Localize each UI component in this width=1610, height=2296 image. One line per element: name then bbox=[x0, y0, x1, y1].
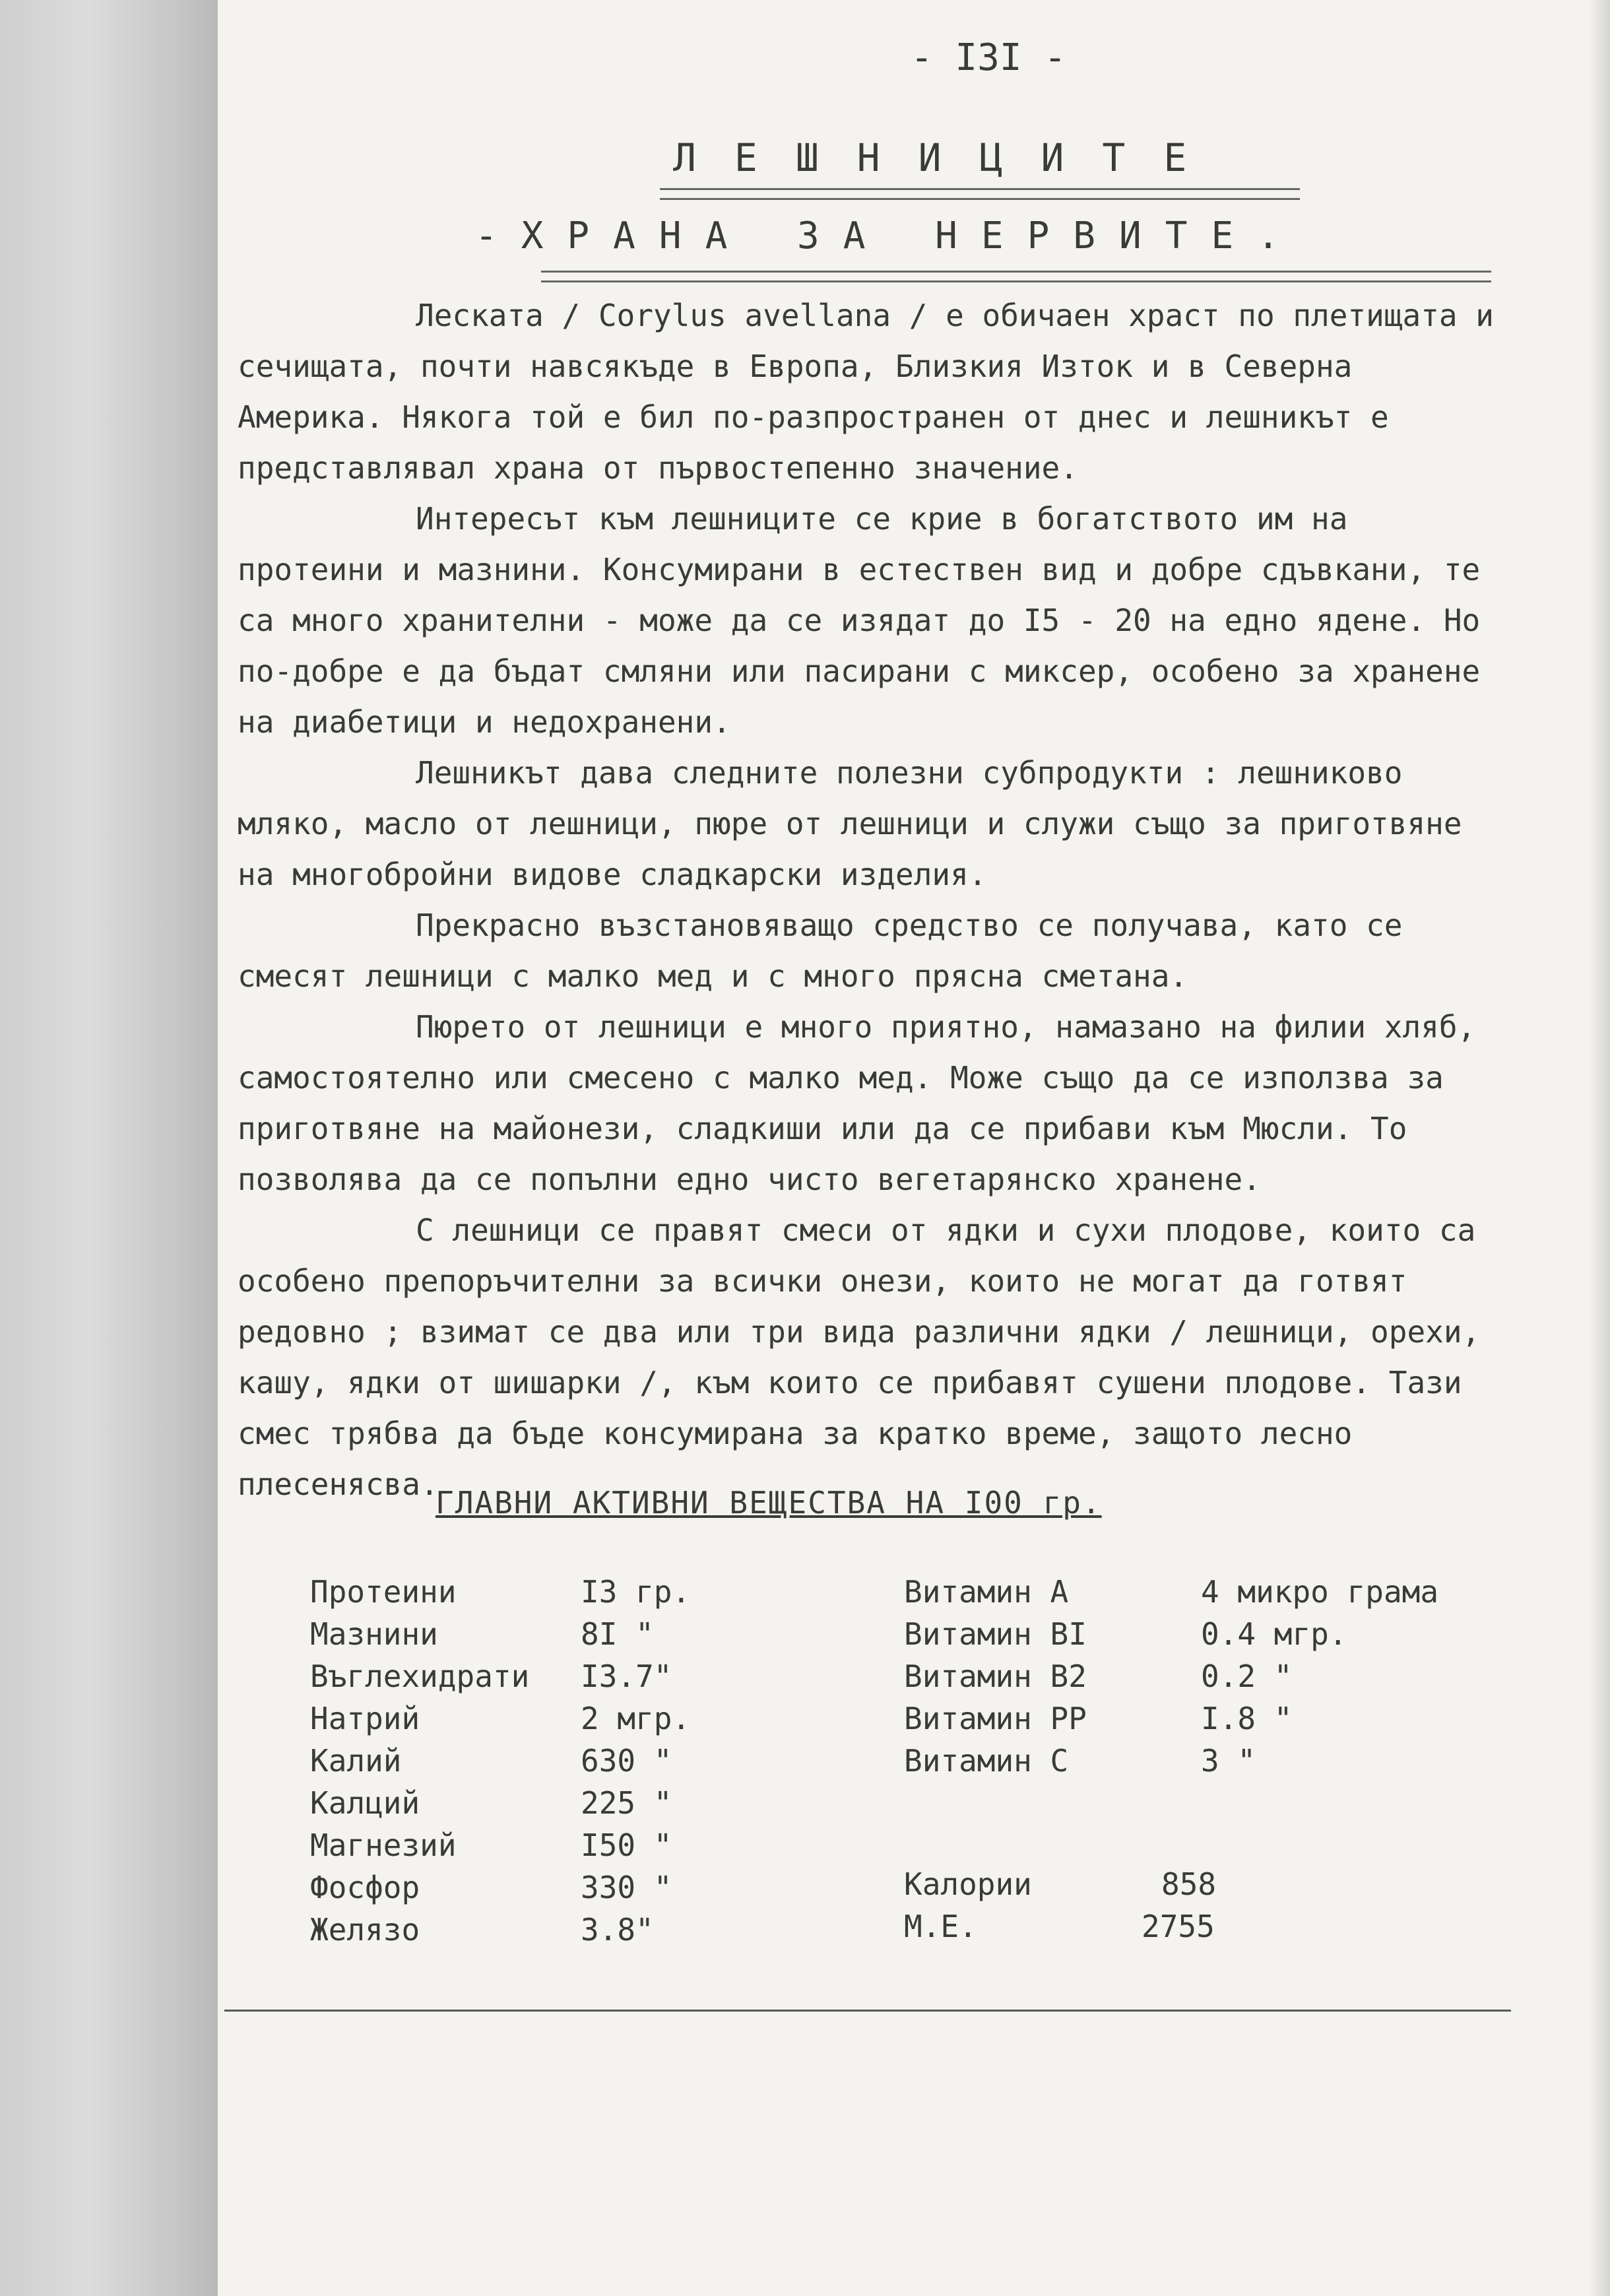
table-row: Мазнини bbox=[310, 1616, 438, 1652]
table-row: Магнезий bbox=[310, 1827, 457, 1863]
calories-value: 858 bbox=[1161, 1866, 1217, 1902]
table-cell: 2 мгр. bbox=[581, 1701, 691, 1736]
table-cell: 0.4 мгр. bbox=[1201, 1616, 1347, 1652]
calories-label: Калории bbox=[904, 1866, 1032, 1902]
table-row: Витамин B2 bbox=[904, 1658, 1087, 1694]
adjacent-page-shadow bbox=[0, 0, 218, 2296]
page-title: ЛЕШНИЦИТЕ bbox=[673, 135, 1225, 180]
table-cell: 0.2 " bbox=[1201, 1658, 1293, 1694]
table-row: Натрий bbox=[310, 1701, 420, 1736]
nutrition-table-heading: ГЛАВНИ АКТИВНИ ВЕЩЕСТВА НА I00 гр. bbox=[435, 1485, 1102, 1521]
table-row: Желязо bbox=[310, 1912, 420, 1948]
minerals-names bbox=[310, 1571, 587, 1951]
table-cell: I3 гр. bbox=[581, 1574, 691, 1610]
table-row: Фосфор bbox=[310, 1870, 420, 1905]
table-cell: 330 " bbox=[581, 1870, 672, 1905]
table-row: Витамин A bbox=[904, 1574, 1069, 1610]
table-cell: 3 " bbox=[1201, 1743, 1256, 1779]
table-cell: I3.7" bbox=[581, 1658, 672, 1694]
table-cell: 3.8" bbox=[581, 1912, 654, 1948]
subtitle-underline bbox=[541, 271, 1491, 282]
table-row: Витамин C bbox=[904, 1743, 1069, 1779]
title-underline bbox=[660, 188, 1300, 200]
paragraph-1: Леската / Corylus avellana / е обичаен храст по плетищата и сечищата, почти навсякъде в Европа, Близкия Изток и в Северна Америка. Някога той е бил по-разпространен от днес и лешникът е представлявал храна от първостепенно значение. bbox=[238, 298, 1494, 486]
table-row: Калций bbox=[310, 1785, 420, 1821]
table-cell: 630 " bbox=[581, 1743, 672, 1779]
paragraph-2: Интересът към лешниците се крие в богатството им на протеини и мазнини. Консумирани в естествен вид и добре сдъвкани, те са много хранителни - може да се изядат до I5 - 20 на едно ядене. Но по-добре е да бъдат смляни или пасирани с миксер, особено за хранене на диабетици и недохранени. bbox=[238, 501, 1481, 740]
paragraph-4: Прекрасно възстановяващо средство се получава, като се смесят лешници с малко мед и с много прясна сметана. bbox=[238, 907, 1403, 994]
article-body bbox=[238, 290, 1504, 1510]
table-cell: 8I " bbox=[581, 1616, 654, 1652]
table-cell: 4 микро грама bbox=[1201, 1574, 1439, 1610]
table-cell: I.8 " bbox=[1201, 1701, 1293, 1736]
paragraph-5: Пюрето от лешници е много приятно, намазано на филии хляб, самостоятелно или смесено с малко мед. Може също да се използва за приготвяне на майонези, сладкиши или да се прибави към Мюсли. То позволява да се попълни едно чисто вегетарянско хранене. bbox=[238, 1009, 1476, 1197]
table-row: Витамин PP bbox=[904, 1701, 1087, 1736]
table-row: Протеини bbox=[310, 1574, 457, 1610]
paragraph-6: С лешници се правят смеси от ядки и сухи плодове, които са особено препоръчителни за всички онези, които не могат да готвят редовно ; взимат се два или три вида различни ядки / лешници, орехи, кашу, ядки от шишарки /, към които се прибавят сушени плодове. Тази смес трябва да бъде консумирана за кратко време, защото лесно плесенясва. bbox=[238, 1212, 1481, 1502]
table-row: Въглехидрати bbox=[310, 1658, 530, 1694]
page-edge-shadow bbox=[1590, 0, 1610, 2296]
me-label: М.Е. bbox=[904, 1909, 977, 1944]
page-subtitle: -ХРАНА ЗА НЕРВИТЕ. bbox=[475, 214, 1303, 257]
table-row: Калий bbox=[310, 1743, 402, 1779]
me-value: 2755 bbox=[1142, 1909, 1215, 1944]
bottom-rule bbox=[224, 2010, 1511, 2012]
page-number: - I3I - bbox=[911, 36, 1067, 79]
table-cell: 225 " bbox=[581, 1785, 672, 1821]
table-cell: I50 " bbox=[581, 1827, 672, 1863]
paragraph-3: Лешникът дава следните полезни субпродукти : лешниково мляко, масло от лешници, пюре от лешници и служи също за приготвяне на многобройни видове сладкарски изделия. bbox=[238, 755, 1462, 892]
table-row: Витамин BI bbox=[904, 1616, 1087, 1652]
vitamins-values bbox=[1201, 1571, 1531, 1782]
vitamins-names bbox=[904, 1571, 1168, 1782]
minerals-values bbox=[581, 1571, 818, 1951]
